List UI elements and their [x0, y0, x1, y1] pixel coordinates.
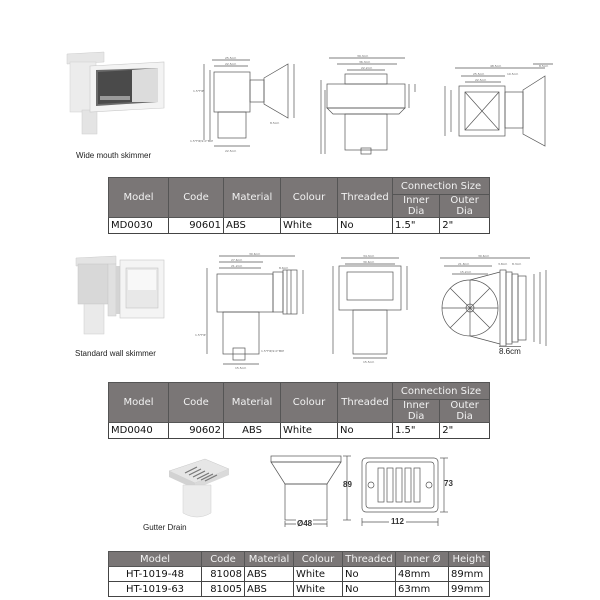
- cell-code: 81005: [202, 582, 245, 597]
- table-row: [109, 423, 490, 439]
- side-view-drawing: [195, 250, 315, 370]
- header-material: Material: [224, 178, 281, 218]
- cell-model: MD0040: [109, 423, 169, 439]
- cell-code: 81008: [202, 567, 245, 582]
- header-colour: Colour: [281, 383, 338, 423]
- table-row: [109, 567, 490, 582]
- cell-colour: White: [281, 423, 338, 439]
- svg-text:8.5cm: 8.5cm: [270, 121, 280, 125]
- cell-material: ABS: [224, 218, 281, 234]
- side-view-drawing: [190, 50, 310, 160]
- wide-mouth-skimmer-photo: [62, 48, 172, 148]
- cell-material: ABS: [224, 423, 281, 439]
- cell-height: 89mm: [449, 567, 490, 582]
- svg-text:3.8cm: 3.8cm: [498, 262, 508, 266]
- svg-text:1.5"FIP: 1.5"FIP: [195, 333, 206, 337]
- cell-threaded: No: [338, 423, 393, 439]
- cell-colour: White: [294, 567, 343, 582]
- header-code: Code: [202, 552, 245, 567]
- svg-text:10.5cm: 10.5cm: [507, 72, 519, 76]
- svg-text:22.5cm: 22.5cm: [225, 62, 237, 66]
- cell-outer-dia: 2": [440, 218, 490, 234]
- header-material: Material: [245, 552, 294, 567]
- cell-inner-dia: 1.5": [393, 218, 440, 234]
- svg-text:1.5"FIP/2.0"MIP: 1.5"FIP/2.0"MIP: [190, 139, 214, 143]
- header-threaded: Threaded: [338, 383, 393, 423]
- top-view-drawing: [430, 250, 560, 360]
- spec-table-wide-mouth-skimmer: [108, 177, 490, 234]
- cell-inner-dia: 1.5": [393, 423, 440, 439]
- cell-code: 90602: [169, 423, 224, 439]
- svg-text:30.6cm: 30.6cm: [249, 252, 261, 256]
- header-connection-size: Connection Size: [393, 383, 490, 400]
- svg-text:15.5cm: 15.5cm: [235, 366, 247, 370]
- cell-inner-diameter: 63mm: [396, 582, 449, 597]
- svg-text:39.3cm: 39.3cm: [357, 54, 369, 58]
- header-connection-size: Connection Size: [393, 178, 490, 195]
- svg-text:22.5cm: 22.5cm: [475, 78, 487, 82]
- standard-wall-skimmer-photo: [70, 250, 170, 345]
- svg-text:15.5cm: 15.5cm: [363, 360, 375, 364]
- svg-text:30.6cm: 30.6cm: [363, 260, 375, 264]
- svg-text:27.6cm: 27.6cm: [231, 258, 243, 262]
- cell-colour: White: [294, 582, 343, 597]
- cell-model: HT-1019-48: [109, 567, 202, 582]
- table-row: [109, 218, 490, 234]
- cell-code: 90601: [169, 218, 224, 234]
- header-threaded: Threaded: [338, 178, 393, 218]
- header-inner-diameter: Inner Ø: [396, 552, 449, 567]
- header-model: Model: [109, 383, 169, 423]
- header-material: Material: [224, 383, 281, 423]
- svg-text:1.5"FIP: 1.5"FIP: [193, 89, 204, 93]
- spec-table-standard-wall-skimmer: [108, 382, 490, 439]
- svg-text:1.5"FIP/2.0"MIP: 1.5"FIP/2.0"MIP: [261, 349, 285, 353]
- diameter-dimension: Ø48: [297, 519, 313, 528]
- product-name-caption: Standard wall skimmer: [75, 349, 156, 358]
- header-colour: Colour: [294, 552, 343, 567]
- svg-text:30.6cm: 30.6cm: [478, 254, 490, 258]
- svg-text:21.2cm: 21.2cm: [231, 264, 243, 268]
- header-code: Code: [169, 383, 224, 423]
- cell-material: ABS: [245, 582, 294, 597]
- gutter-drain-photo: [165, 455, 240, 525]
- svg-text:25.5cm: 25.5cm: [225, 56, 237, 60]
- svg-text:8.3cm: 8.3cm: [512, 262, 522, 266]
- top-view-drawing: [435, 62, 560, 157]
- header-outer-dia: Outer Dia: [440, 400, 490, 423]
- svg-text:34.3cm: 34.3cm: [363, 254, 375, 258]
- front-view-drawing: [325, 250, 415, 365]
- header-inner-dia: Inner Dia: [393, 400, 440, 423]
- dimension-label: 8.6cm: [499, 347, 521, 356]
- cell-material: ABS: [245, 567, 294, 582]
- cell-model: HT-1019-63: [109, 582, 202, 597]
- svg-text:8.5cm: 8.5cm: [539, 64, 549, 68]
- top-view-drawing: [358, 452, 458, 532]
- width-dimension: 112: [391, 517, 404, 526]
- cell-outer-dia: 2": [440, 423, 490, 439]
- header-height: Height: [449, 552, 490, 567]
- header-code: Code: [169, 178, 224, 218]
- cell-height: 99mm: [449, 582, 490, 597]
- header-inner-dia: Inner Dia: [393, 195, 440, 218]
- svg-text:8.6cm: 8.6cm: [279, 266, 289, 270]
- svg-text:15.2cm: 15.2cm: [460, 270, 472, 274]
- svg-text:22.2cm: 22.2cm: [361, 66, 373, 70]
- header-model: Model: [109, 552, 202, 567]
- svg-text:21.8cm: 21.8cm: [458, 262, 470, 266]
- cell-threaded: No: [343, 582, 396, 597]
- cell-threaded: No: [343, 567, 396, 582]
- product-name-caption: Gutter Drain: [143, 523, 187, 532]
- svg-text:36.3cm: 36.3cm: [359, 60, 371, 64]
- header-threaded: Threaded: [343, 552, 396, 567]
- svg-text:22.5cm: 22.5cm: [225, 149, 237, 153]
- svg-text:48.5cm: 48.5cm: [490, 64, 502, 68]
- cell-model: MD0030: [109, 218, 169, 234]
- spec-table-gutter-drain: [108, 551, 490, 597]
- table-row: [109, 582, 490, 597]
- header-outer-dia: Outer Dia: [440, 195, 490, 218]
- cell-threaded: No: [338, 218, 393, 234]
- cell-colour: White: [281, 218, 338, 234]
- product-name-caption: Wide mouth skimmer: [76, 151, 152, 160]
- depth-dimension: 73: [444, 479, 453, 488]
- front-view-drawing: [315, 50, 425, 160]
- height-dimension: 89: [343, 480, 352, 489]
- header-model: Model: [109, 178, 169, 218]
- cell-inner-diameter: 48mm: [396, 567, 449, 582]
- header-colour: Colour: [281, 178, 338, 218]
- svg-text:25.5cm: 25.5cm: [473, 72, 485, 76]
